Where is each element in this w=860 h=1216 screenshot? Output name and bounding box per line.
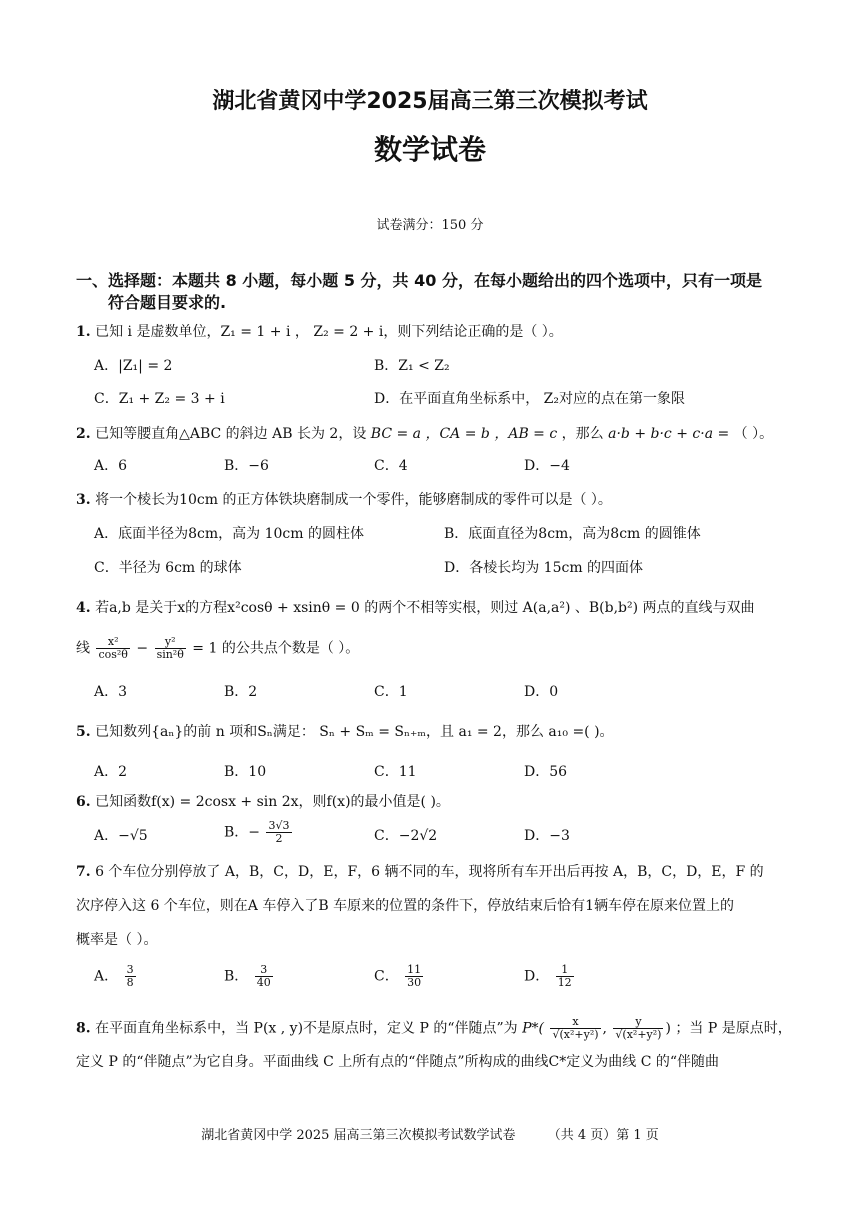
q1-option-c: C．Z₁ + Z₂ = 3 + i (94, 391, 225, 407)
full-score: 试卷满分：150 分 (376, 218, 484, 233)
q7-option-c: C． $\frac{11}{30}$ (374, 963, 422, 989)
footer-page-number: （共 4 页）第 1 页 (547, 1128, 659, 1143)
q5-option-c: C．11 (374, 764, 417, 780)
section-heading-line2: 符合题目要求的. (108, 293, 227, 312)
q2-option-c: C．4 (374, 458, 408, 474)
q1-option-d: D．在平面直角坐标系中， Z₂对应的点在第一象限 (374, 391, 686, 407)
question-number: 3. (76, 492, 91, 508)
exam-subtitle: 数学试卷 (373, 133, 486, 166)
question-stem-line2-suffix: 的公共点个数是（ ）。 (221, 640, 360, 657)
question-7-line2: 次序停入这 6 个车位，则在A 车停入了B 车原来的位置的条件下，停放结束后恰有1辆车停在原来位置上的 (76, 898, 735, 914)
q4-fraction-x: $\frac{\text{x²}}{\text{cos²θ}}$ (98, 635, 128, 661)
question-stem-line1: 6 个车位分别停放了 A，B，C，D，E，F，6 辆不同的车，现将所有车开出后再按 A，B，C，D，E，F 的 (95, 864, 764, 880)
question-stem: 已知数列{aₙ}的前 n 项和Sₙ满足： Sₙ + Sₘ = Sₙ₊ₘ，且 a₁ = 2，那么 a₁₀ =( )。 (95, 724, 614, 740)
question-stem-line2-prefix: 线 (76, 640, 90, 657)
q2-vectors: BC = a ，CA = b ，AB = c (370, 426, 558, 442)
q2-option-d: D．−4 (524, 458, 570, 474)
question-stem-line1: 若a,b 是关于x的方程x²cosθ + xsinθ = 0 的两个不相等实根，则过 A(a,a²) 、B(b,b²) 两点的直线与双曲 (95, 600, 755, 616)
page-footer (0, 1124, 860, 1143)
q6-option-b: B．− $\frac{3√3}{2}$ (224, 819, 290, 845)
q6-option-a: A．−√5 (94, 828, 148, 844)
q5-option-b: B．10 (224, 764, 267, 780)
question-number: 8. (76, 1020, 91, 1037)
question-stem-suffix: ，那么 (561, 426, 604, 442)
question-1 (76, 322, 796, 342)
q4-equation-tail: = 1 (192, 640, 218, 657)
q7-option-a: A． $\frac{3}{8}$ (94, 963, 134, 989)
question-3 (76, 490, 796, 510)
q4-fraction-y: $\frac{\text{y²}}{\text{sin²θ}}$ (156, 635, 184, 661)
question-stem: 将一个棱长为10cm 的正方体铁块磨制成一个零件，能够磨制成的零件可以是（ ）。 (95, 492, 612, 508)
exam-title: 湖北省黄冈中学2025届高三第三次模拟考试 (212, 89, 648, 114)
question-stem-line1-prefix: 在平面直角坐标系中，当 P(x , y)不是原点时，定义 P 的“伴随点”为 (95, 1020, 518, 1037)
q2-expression: a·b + b·c + c·a = (608, 426, 730, 442)
question-stem: 已知 i 是虚数单位，Z₁ = 1 + i ， Z₂ = 2 + i，则下列结论正确的是（ ）。 (95, 324, 563, 340)
q7-option-d: D． $\frac{1}{12}$ (524, 963, 572, 989)
q1-option-b: B．Z₁ < Z₂ (374, 358, 450, 374)
q6-option-d: D．−3 (524, 828, 570, 844)
question-4-line2 (76, 636, 796, 661)
q3-option-a: A．底面半径为8cm，高为 10cm 的圆柱体 (94, 526, 364, 542)
q4-option-a: A．3 (94, 684, 128, 700)
question-5 (76, 722, 796, 742)
section-heading (76, 270, 796, 314)
question-7-line3: 概率是（ ）。 (76, 932, 158, 948)
question-8: 8. 在平面直角坐标系中，当 P(x , y)不是原点时，定义 P 的“伴随点”为 P*( $\frac{x}{\text{√(x²+y²)}}$ , $\frac{y}{\text{√(x²+y²)}}$ ) ；当 P 是原点时， (76, 1015, 792, 1041)
q8-fraction-y: $\frac{y}{\text{√(x²+y²)}}$ (615, 1015, 662, 1041)
q4-option-b: B．2 (224, 684, 258, 700)
q3-option-c: C．半径为 6cm 的球体 (94, 560, 242, 576)
q1-option-a: A．|Z₁| = 2 (94, 358, 173, 374)
question-number: 2. (76, 426, 91, 442)
q4-minus: − (136, 640, 149, 657)
q4-option-d: D．0 (524, 684, 559, 700)
question-number: 1. (76, 324, 91, 340)
q4-option-c: C．1 (374, 684, 408, 700)
question-stem: 已知函数f(x) = 2cosx + sin 2x，则f(x)的最小值是( )。 (95, 794, 450, 810)
q2-option-b: B．−6 (224, 458, 269, 474)
section-heading-line1: 一、选择题：本题共 8 小题，每小题 5 分，共 40 分，在每小题给出的四个选项中，只有一项是 (76, 271, 762, 290)
footer-exam-name: 湖北省黄冈中学 2025 届高三第三次模拟考试数学试卷 (201, 1128, 516, 1143)
question-number: 6. (76, 794, 91, 810)
question-6 (76, 792, 796, 812)
question-stem-end: （ ）。 (733, 426, 774, 442)
question-number: 4. (76, 600, 91, 616)
question-number: 5. (76, 724, 91, 740)
question-2 (76, 424, 796, 444)
question-8-line2: 定义 P 的“伴随点”为它自身。平面曲线 C 上所有点的“伴随点”所构成的曲线C*定义为曲线 C 的“伴随曲 (76, 1054, 720, 1070)
question-number: 7. (76, 864, 91, 880)
q5-option-d: D．56 (524, 764, 568, 780)
question-stem-prefix: 已知等腰直角△ABC 的斜边 AB 长为 2，设 (95, 426, 367, 442)
q3-option-b: B．底面直径为8cm，高为8cm 的圆锥体 (444, 526, 701, 542)
q8-fraction-x: $\frac{x}{\text{√(x²+y²)}}$ (552, 1015, 599, 1041)
q6-fraction: $\frac{3√3}{2}$ (268, 819, 290, 845)
q3-option-d: D．各棱长均为 15cm 的四面体 (444, 560, 644, 576)
question-stem-line1-suffix: ；当 P 是原点时， (675, 1020, 792, 1037)
question-4 (76, 598, 796, 618)
q7-option-b: B． $\frac{3}{40}$ (224, 963, 271, 989)
q2-option-a: A．6 (94, 458, 128, 474)
q8-point: P*( (522, 1020, 545, 1037)
q6-option-c: C．−2√2 (374, 828, 438, 844)
q5-option-a: A．2 (94, 764, 128, 780)
question-7 (76, 862, 796, 882)
